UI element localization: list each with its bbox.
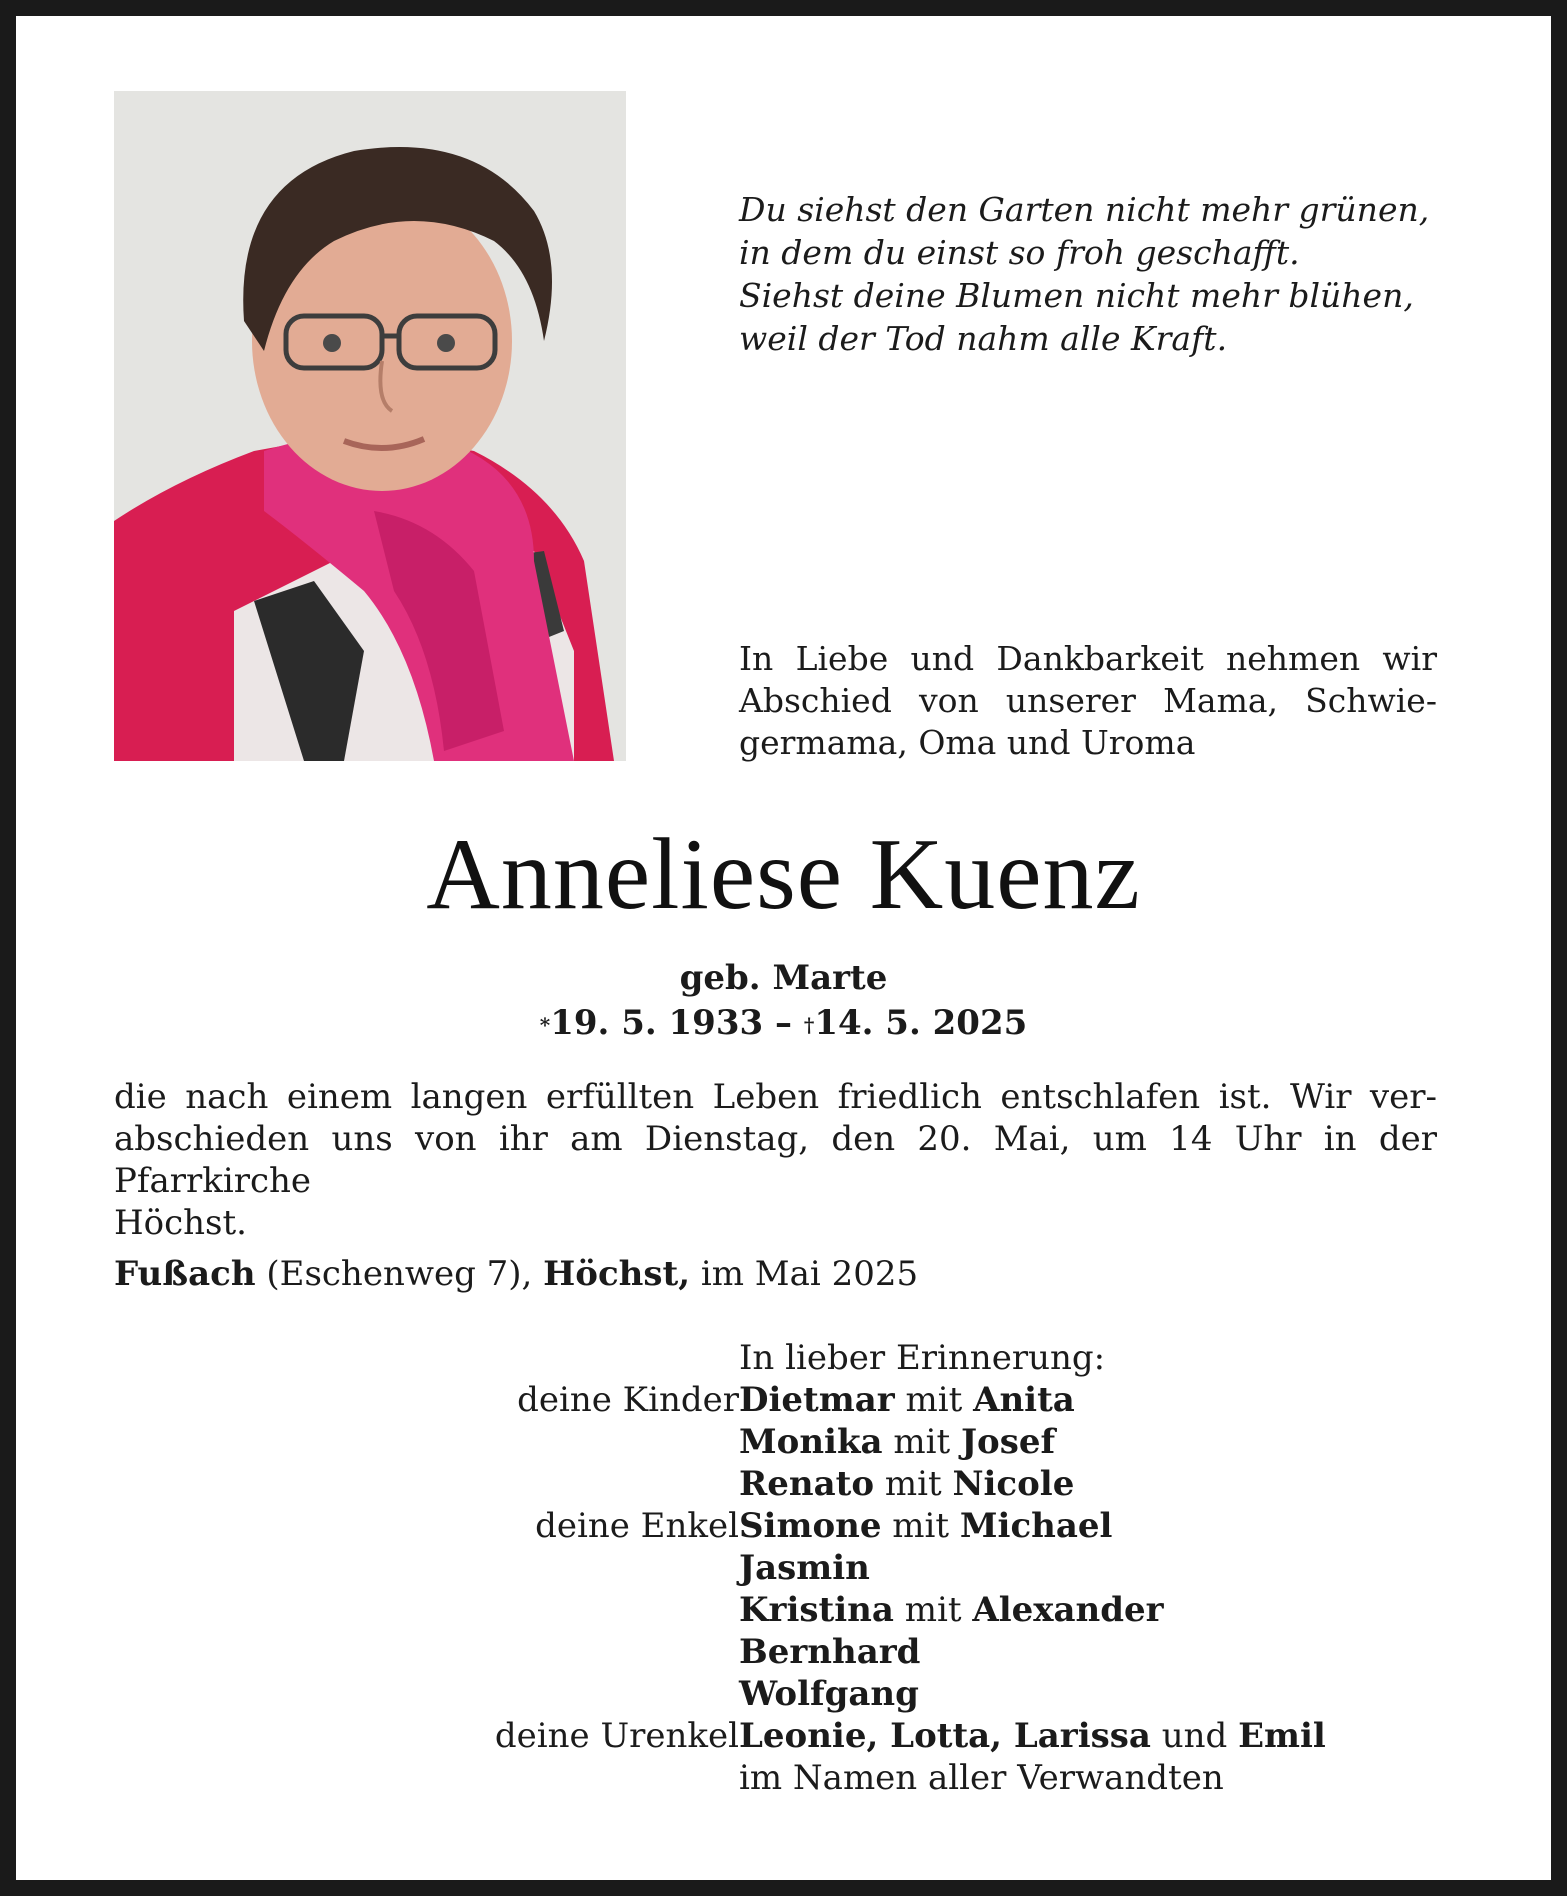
deceased-name: Anneliese Kuenz [426,818,1141,931]
family-row [0,1379,1567,1421]
closing-line: im Namen aller Verwandten [739,1758,1224,1798]
place-date-line [114,1253,918,1295]
family-name: Michael [959,1506,1113,1546]
family-row [0,1757,1567,1799]
family-row [0,1547,1567,1589]
intro-line: In Liebe und Dankbarkeit nehmen wir [739,639,1437,678]
family-name: Leonie, Lotta, Larissa [739,1716,1151,1756]
family-row [0,1589,1567,1631]
family-name: Josef [960,1422,1056,1462]
poem-line: Du siehst den Garten nicht mehr grünen, [739,190,1430,229]
family-row [0,1673,1567,1715]
family-row [0,1421,1567,1463]
family-name: Monika [739,1422,883,1462]
family-name: Jasmin [739,1548,870,1588]
family-list [0,1379,1567,1799]
family-name: Wolfgang [739,1674,919,1714]
died-symbol: † [803,1013,815,1037]
town-name: Fußach [114,1254,256,1294]
family-name: Anita [973,1380,1075,1420]
family-row [0,1631,1567,1673]
family-name: Emil [1238,1716,1326,1756]
address: (Eschenweg 7), [255,1254,544,1294]
connector: mit [881,1506,960,1546]
connector: mit [894,1380,974,1420]
relation-label: deine Kinder [517,1380,739,1420]
poem-line: in dem du einst so froh geschafft. [739,233,1300,272]
birth-date: 19. 5. 1933 [550,1003,764,1043]
body-line: Höchst. [114,1203,247,1243]
family-name: Kristina [739,1590,894,1630]
portrait-illustration [114,91,626,761]
connector: und [1150,1716,1239,1756]
family-name: Dietmar [739,1380,895,1420]
issue-date: im Mai 2025 [690,1254,919,1294]
poem-line: weil der Tod nahm alle Kraft. [739,319,1228,358]
death-date: 14. 5. 2025 [814,1003,1028,1043]
family-row [0,1715,1567,1757]
family-name: Bernhard [739,1632,921,1672]
relation-label: deine Enkel [535,1506,739,1546]
life-dates [0,1003,1567,1043]
family-name: Simone [739,1506,882,1546]
maiden-name: geb. Marte [679,958,888,998]
poem-line: Siehst deine Blumen nicht mehr blühen, [739,276,1414,315]
body-line: abschieden uns von ihr am Dienstag, den 20. Mai, um 14 Uhr in der Pfarrkirche [114,1119,1437,1201]
intro-text [739,638,1437,764]
family-name: Renato [739,1464,875,1504]
town-name: Höchst, [543,1254,691,1294]
born-symbol: * [539,1013,551,1037]
portrait-photo [114,91,626,761]
family-row [0,1505,1567,1547]
connector: mit [882,1422,961,1462]
family-name: Alexander [972,1590,1164,1630]
intro-line: germama, Oma und Uroma [739,723,1196,762]
poem-verse [739,188,1429,360]
family-name: Nicole [952,1464,1075,1504]
funeral-announcement [114,1076,1437,1244]
date-separator: – [763,1003,804,1043]
remembrance-heading: In lieber Erinnerung: [739,1338,1106,1378]
connector: mit [874,1464,953,1504]
intro-line: Abschied von unserer Mama, Schwie- [739,681,1437,720]
family-row [0,1463,1567,1505]
relation-label: deine Urenkel [494,1716,739,1756]
connector: mit [893,1590,973,1630]
body-line: die nach einem langen erfüllten Leben friedlich entschlafen ist. Wir ver- [114,1077,1437,1117]
